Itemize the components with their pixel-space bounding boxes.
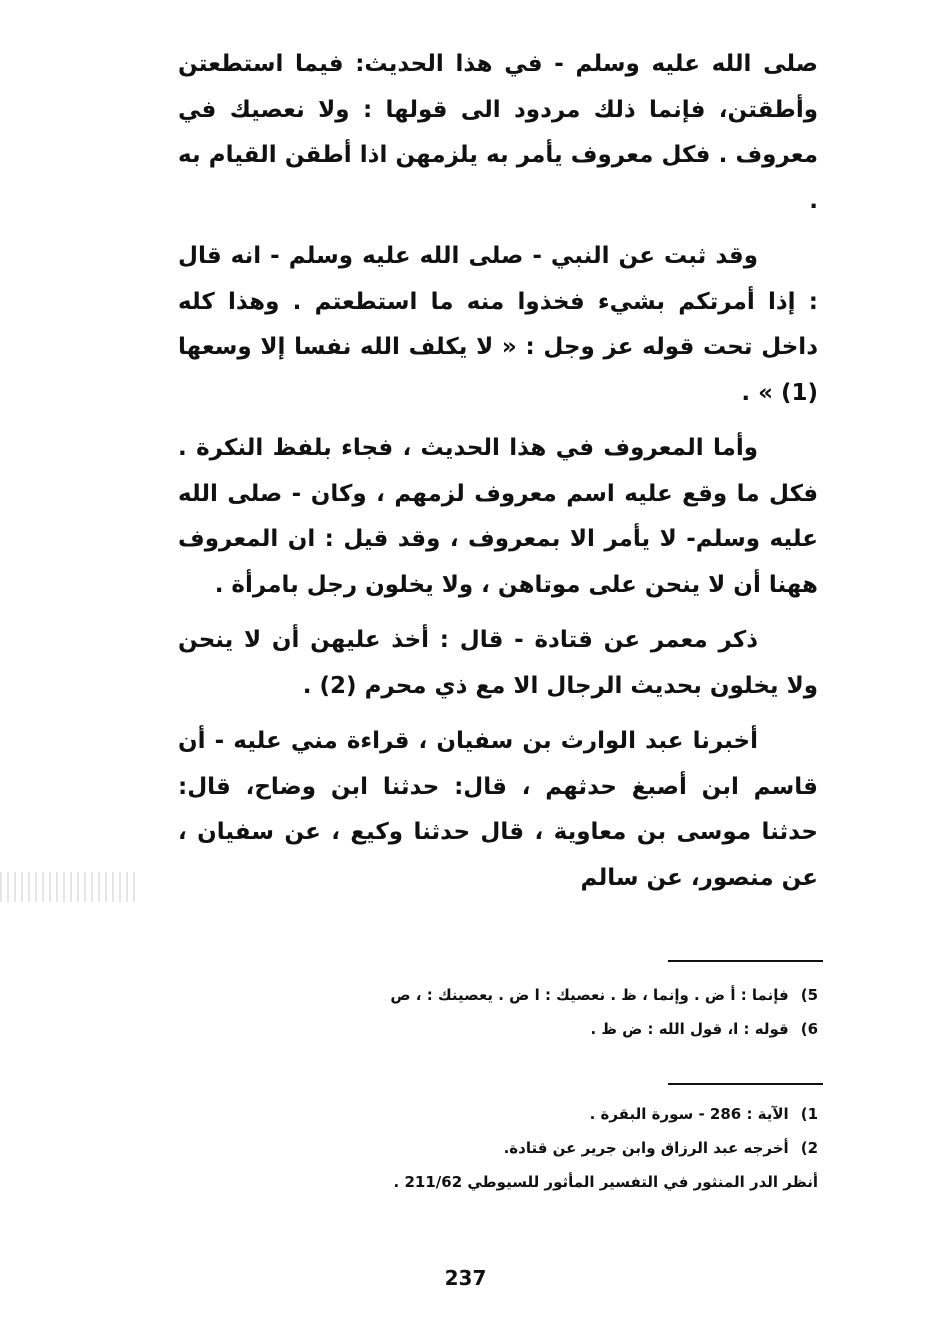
variant-note — [390, 1012, 818, 1046]
footnote-text: أنظر الدر المنثور في التفسير المأثور للسيوطي 211/62 . — [393, 1173, 818, 1191]
footnotes — [394, 1097, 818, 1199]
variant-note — [390, 978, 818, 1012]
variant-note-text: قوله : ا، قول الله : ض ظ . — [590, 1020, 789, 1038]
footnotes-divider — [668, 1083, 823, 1085]
footnote — [394, 1165, 818, 1199]
variant-note-number: 5) — [800, 986, 818, 1004]
paragraph-5: أخبرنا عبد الوارث بن سفيان ، قراءة مني عليه - أن قاسم ابن أصبغ حدثهم ، قال: حدثنا ابن وضاح، قال: حدثنا موسى بن معاوية ، قال حدثنا وكيع ، عن سفيان ، عن منصور، عن سالم — [178, 728, 818, 891]
variants-divider — [668, 960, 823, 962]
paragraph-2: وقد ثبت عن النبي - صلى الله عليه وسلم - انه قال : إذا أمرتكم بشيء فخذوا منه ما استطعتم . وهذا كله داخل تحت قوله عز وجل : « لا يكلف الله نفسا إلا وسعها (1) » . — [178, 243, 818, 406]
footnote-number: 2) — [800, 1139, 818, 1157]
footnote — [394, 1131, 818, 1165]
footnote-number: 1) — [800, 1105, 818, 1123]
variant-note-number: 6) — [800, 1020, 818, 1038]
footnote-text: أخرجه عبد الرزاق وابن جرير عن قتادة. — [503, 1139, 789, 1157]
variant-notes — [390, 978, 818, 1046]
main-text — [178, 42, 818, 911]
footnote-text: الآية : 286 - سورة البقرة . — [589, 1105, 789, 1123]
paragraph-1: صلى الله عليه وسلم - في هذا الحديث: فيما استطعتن وأطقتن، فإنما ذلك مردود الى قولها : ولا نعصيك في معروف . فكل معروف يأمر به يلزمهن اذا أطقن القيام به . — [178, 51, 818, 214]
page-number: 237 — [444, 1266, 487, 1290]
scan-speck — [0, 872, 140, 902]
paragraph-3: وأما المعروف في هذا الحديث ، فجاء بلفظ النكرة . فكل ما وقع عليه اسم معروف لزمهم ، وكان - صلى الله عليه وسلم- لا يأمر الا بمعروف ، وقد قيل : ان المعروف ههنا أن لا ينحن على موتاهن ، ولا يخلون رجل بامرأة . — [178, 435, 818, 598]
footnote — [394, 1097, 818, 1131]
paragraph-4: ذكر معمر عن قتادة - قال : أخذ عليهن أن لا ينحن ولا يخلون بحديث الرجال الا مع ذي محرم (2) . — [178, 627, 818, 699]
variant-note-text: فإنما : أ ض . وإنما ، ظ . نعصيك : ا ض . يعصينك : ، ص — [390, 986, 789, 1004]
